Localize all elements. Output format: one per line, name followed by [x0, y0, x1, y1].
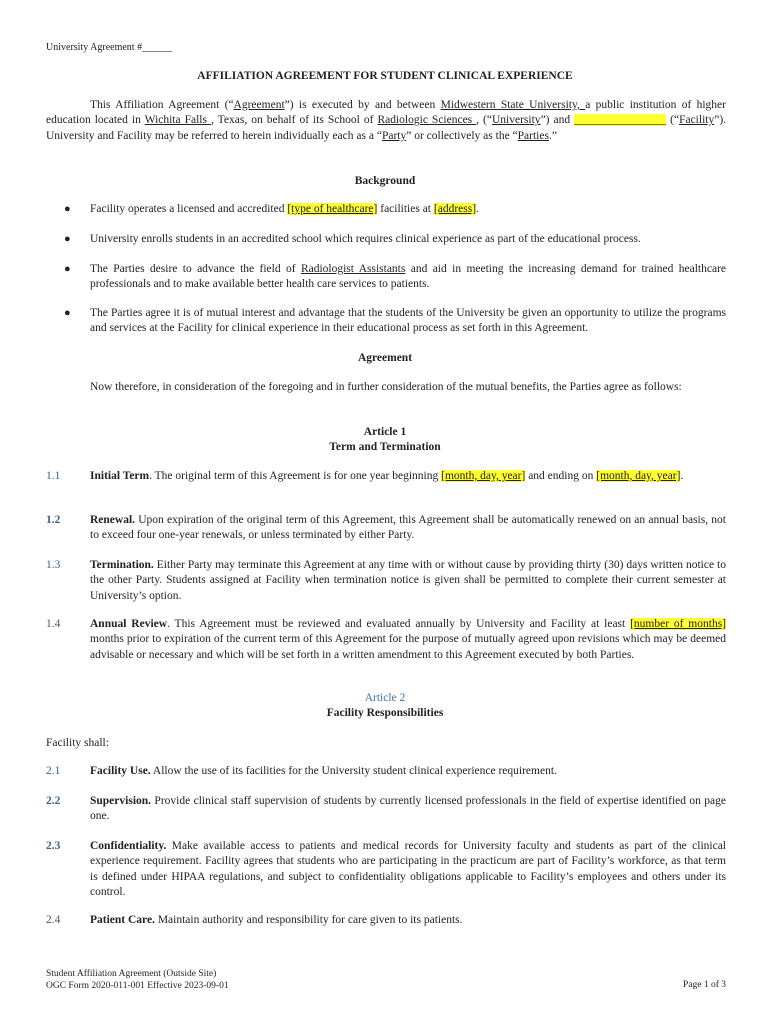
section-text: .: [680, 470, 684, 482]
intro-text: a public institution of higher education located in: [46, 99, 726, 127]
background-text: and aid in meeting the increasing demand for trained healthcare professionals and to make available better health care services to patients.: [90, 263, 727, 291]
section-title: Termination.: [90, 559, 154, 571]
section-text: months prior to expiration of the current term of this Agreement for the purpose of mutually agreed upon revisions which may be deemed advisable or necessary and which will be set forth in a written amendment to this Agreement executed by both Parties.: [90, 633, 726, 661]
article-2-label: Article 2: [364, 692, 406, 704]
intro-text: , Texas, on behalf of its School of: [211, 114, 378, 127]
intro-text: (“: [666, 114, 680, 127]
intro-text: ”) is executed by and between: [284, 99, 441, 111]
section-text: Provide clinical staff supervision of students by currently licensed professionals in the field of expertise identified on page one.: [90, 795, 726, 823]
section-title: Annual Review: [90, 618, 168, 630]
section-number-2-2: 2.2: [46, 795, 61, 807]
intro-text: .”: [548, 129, 557, 142]
intro-paragraph: [46, 98, 726, 144]
agreement-paragraph: Now therefore, in consideration of the foregoing and in further consideration of the mutual benefits, the Parties agree as follows:: [90, 381, 682, 393]
section-number-1-1: 1.1: [46, 470, 61, 482]
section-2-3: [90, 839, 726, 901]
section-1-4: [90, 617, 726, 663]
section-title: Facility Use.: [90, 765, 151, 777]
placeholder-number-of-months: [number of months]: [630, 618, 727, 630]
footer-form-info: [46, 968, 229, 992]
intro-text: This Affiliation Agreement (“: [90, 99, 234, 111]
background-text: .: [476, 203, 479, 215]
background-item-3: [90, 262, 726, 293]
term-facility: Facility: [679, 114, 715, 127]
section-title: Initial Term: [90, 470, 150, 482]
section-number-2-1: 2.1: [46, 765, 61, 777]
intro-text: ”). University and Facility may be referred to herein individually each as a “: [46, 114, 727, 142]
section-1-3: [90, 558, 726, 604]
term-parties: Parties: [517, 129, 549, 142]
section-text: Either Party may terminate this Agreement at any time with or without cause by providing thirty (30) days written notice to the other Party. Students assigned at Facility when termination notice is given shall be permitted to complete their current semester at University’s option.: [90, 559, 726, 602]
bullet-icon: ●: [64, 263, 71, 275]
bullet-icon: ●: [64, 203, 71, 215]
background-text: Facility operates a licensed and accredited: [90, 203, 288, 215]
intro-text: , (“: [476, 114, 492, 127]
section-title: Confidentiality.: [90, 840, 167, 852]
placeholder-address: [address]: [433, 203, 477, 215]
intro-text: ” or collectively as the “: [406, 129, 518, 142]
article-1-title: Term and Termination: [329, 441, 441, 453]
article-2-title: Facility Responsibilities: [326, 707, 444, 719]
section-1-1: [90, 469, 726, 484]
term-party: Party: [381, 129, 407, 142]
section-2-1: [90, 764, 726, 779]
bullet-icon: ●: [64, 307, 71, 319]
section-number-1-3: 1.3: [46, 559, 61, 571]
term-agreement: Agreement: [233, 99, 285, 111]
placeholder-healthcare-type: [type of healthcare]: [287, 203, 378, 215]
section-text: Maintain authority and responsibility for care given to its patients.: [154, 914, 463, 926]
section-number-2-3: 2.3: [46, 840, 61, 852]
bullet-icon: ●: [64, 233, 71, 245]
agreement-heading: Agreement: [357, 352, 413, 364]
article-1-label: Article 1: [363, 426, 407, 438]
section-2-4: [90, 913, 726, 928]
section-number-1-2: 1.2: [46, 514, 61, 526]
document-title: AFFILIATION AGREEMENT FOR STUDENT CLINICAL EXPERIENCE: [197, 70, 573, 82]
school-name: Radiologic Sciences: [377, 114, 477, 127]
background-text: The Parties desire to advance the field of: [90, 263, 301, 275]
section-text: Allow the use of its facilities for the University student clinical experience requirement.: [150, 765, 557, 777]
background-item-2: University enrolls students in an accredited school which requires clinical experience as part of the educational process.: [90, 233, 641, 245]
section-text: . The original term of this Agreement is for one year beginning: [149, 470, 442, 482]
section-number-1-4: 1.4: [46, 618, 61, 630]
background-item-1: [90, 202, 726, 217]
footer-form-title: Student Affiliation Agreement (Outside Site): [46, 969, 217, 979]
section-text: . This Agreement must be reviewed and evaluated annually by University and Facility at least: [167, 618, 631, 630]
intro-text: ”) and: [540, 114, 575, 127]
article-2-lead: Facility shall:: [46, 737, 109, 749]
placeholder-start-date: [month, day, year]: [441, 470, 526, 482]
city-name: Wichita Falls: [144, 114, 211, 127]
placeholder-end-date: [month, day, year]: [596, 470, 681, 482]
term-university: University: [492, 114, 541, 127]
background-heading: Background: [354, 175, 416, 187]
section-1-2: [90, 513, 726, 544]
section-text: and ending on: [525, 470, 597, 482]
university-name: Midwestern State University,: [440, 99, 586, 111]
background-text: facilities at: [377, 203, 434, 215]
footer-form-number: OGC Form 2020-011-001 Effective 2023-09-01: [46, 981, 229, 991]
header-agreement-number: University Agreement #______: [46, 42, 173, 53]
section-text: Make available access to patients and medical records for University faculty and students as part of the clinical experience requirement. Facility agrees that students who are participating in the practicum are part of Facility’s workforce, as that term is defined under HIPAA regulations, and subject to confidentiality obligations applicable to Facility’s employees and others under its control.: [90, 840, 726, 899]
background-item-4: The Parties agree it is of mutual interest and advantage that the students of the University be given an opportunity to utilize the programs and services at the Facility for clinical experience in their educational process as set forth in this Agreement.: [90, 307, 726, 335]
section-number-2-4: 2.4: [46, 914, 61, 926]
field-radiologist-assistants: Radiologist Assistants: [300, 263, 406, 275]
footer-page-number: Page 1 of 3: [682, 980, 726, 990]
section-title: Supervision.: [90, 795, 152, 807]
section-text: Upon expiration of the original term of this Agreement, this Agreement shall be automatically renewed on an annual basis, not to exceed four one-year renewals, or unless terminated by either Party.: [90, 514, 726, 542]
section-2-2: [90, 794, 726, 825]
section-title: Patient Care.: [90, 914, 155, 926]
section-title: Renewal.: [90, 514, 136, 526]
facility-name-blank: ________________: [574, 114, 667, 127]
